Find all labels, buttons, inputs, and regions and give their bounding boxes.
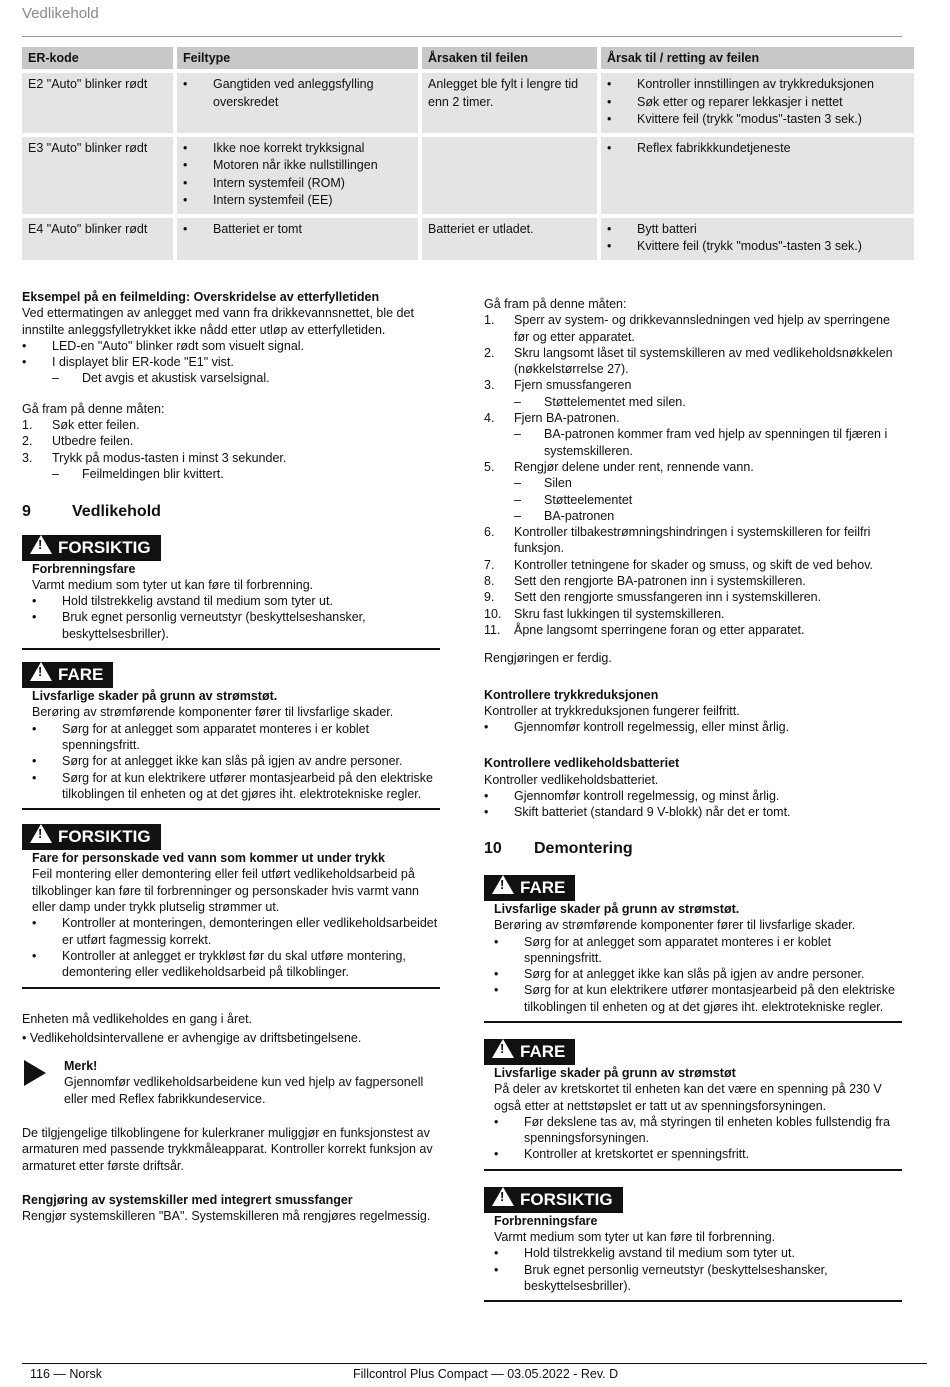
- list-item: • Gangtiden ved anleggsfylling overskredet: [183, 76, 412, 111]
- list-item: • Bytt batteri: [607, 221, 908, 239]
- step-text: Fjern BA-patronen.: [514, 411, 620, 426]
- step-item: [484, 622, 902, 638]
- section-heading: [484, 841, 902, 857]
- error-code-table: [18, 43, 918, 264]
- list-item: • Batteriet er tomt: [183, 221, 412, 239]
- page-header-title: Vedlikehold: [22, 5, 99, 22]
- dash-text: Silen: [544, 476, 572, 491]
- list-item: • Motoren når ikke nullstillingen: [183, 157, 412, 175]
- list-item: • Kontroller at kretskortet er spenningsfritt.: [494, 1146, 902, 1162]
- footer-doc: Fillcontrol Plus Compact — 03.05.2022 - Rev. D: [353, 1367, 619, 1381]
- step-item: [484, 606, 902, 622]
- list-item: • Sørg for at kun elektrikere utfører montasjearbeid på den elektriske tilkoblingen til enheten og at det gjøres iht. elektrotekniske regler.: [494, 982, 902, 1015]
- warning-triangle-icon: [30, 662, 52, 681]
- step-text: Sperr av system- og drikkevannsledningen ved hjelp av sperringene før og etter apparatet.: [514, 313, 890, 344]
- table-cell-fixes: [601, 73, 914, 133]
- dash-item: – Feilmeldingen blir kvittert.: [52, 466, 224, 481]
- step-number: 3.: [484, 378, 495, 393]
- warning-text: Berøring av strømførende komponenter fører til livsfarlige skader.: [32, 705, 394, 720]
- list-item: • Ikke noe korrekt trykksignal: [183, 140, 412, 158]
- step-text: Rengjør delene under rent, rennende vann.: [514, 459, 754, 474]
- warning-title: Livsfarlige skader på grunn av strømstøt.: [494, 901, 740, 916]
- footer-page: 116 — Norsk: [30, 1367, 103, 1381]
- warning-badge: !FORSIKTIG: [22, 824, 161, 850]
- list-item: • Gjennomfør kontroll regelmessig, eller minst årlig.: [484, 719, 902, 735]
- list-item: • Kontroller at monteringen, demonteringen eller vedlikeholdsarbeidet er utført fagmessig korrekt.: [32, 915, 440, 948]
- step-number: 10.: [484, 606, 502, 621]
- table-cell-code: E4 "Auto" blinker rødt: [22, 218, 173, 260]
- step-number: 9.: [484, 590, 495, 605]
- danger-badge: !FARE: [484, 875, 575, 901]
- header-divider: [22, 36, 902, 37]
- step-text: Sett den rengjorte smussfangeren inn i systemskilleren.: [514, 590, 822, 605]
- table-header-cell: Feiltype: [177, 47, 418, 69]
- list-item: • I displayet blir ER-kode "E1" vist.: [22, 354, 440, 370]
- step-item: [484, 410, 902, 426]
- step-number: 7.: [484, 557, 495, 572]
- section-number: 10: [484, 839, 502, 857]
- warning-title: Forbrenningsfare: [32, 561, 136, 576]
- dash-item: – BA-patronen: [514, 508, 615, 523]
- list-item: • Hold tilstrekkelig avstand til medium som tyter ut.: [32, 593, 440, 609]
- step-text: Søk etter feilen.: [52, 418, 140, 433]
- step-text: Skru langsomt låset til systemskilleren av med vedlikeholdsnøkkelen (nøkkelstørrelse 27).: [514, 345, 893, 377]
- list-item: • Gjennomfør kontroll regelmessig, og minst årlig.: [484, 788, 902, 804]
- note-arrow-icon: [24, 1060, 46, 1086]
- note-title: Merk!: [64, 1059, 98, 1074]
- list-item: • LED-en "Auto" blinker rødt som visuelt signal.: [22, 338, 440, 354]
- battery-title: Kontrollere vedlikeholdsbatteriet: [484, 756, 680, 771]
- table-cell-cause: Anlegget ble fylt i lengre tid enn 2 timer.: [422, 73, 597, 133]
- table-cell-cause: Batteriet er utladet.: [422, 218, 597, 260]
- proceed-text: Gå fram på denne måten:: [484, 297, 627, 311]
- step-item: [484, 377, 902, 393]
- warning-badge: !FORSIKTIG: [484, 1187, 623, 1213]
- list-item: • Bruk egnet personlig verneutstyr (beskyttelseshansker, beskyttelsesbriller).: [32, 609, 440, 642]
- left-column: [22, 289, 440, 1224]
- step-item: [484, 459, 902, 475]
- section-title: Demontering: [534, 839, 633, 857]
- list-item: • Reflex fabrikkkundetjeneste: [607, 140, 908, 158]
- list-item: • Sørg for at anlegget ikke kan slås på igjen av andre personer.: [32, 753, 440, 769]
- dash-text: Det avgis et akustisk varselsignal.: [82, 371, 270, 386]
- note-box: [22, 1058, 440, 1107]
- warning-box: [484, 1187, 902, 1302]
- warning-text: Berøring av strømførende komponenter fører til livsfarlige skader.: [494, 918, 856, 933]
- danger-box: [22, 662, 440, 810]
- list-item: • Hold tilstrekkelig avstand til medium som tyter ut.: [494, 1245, 902, 1261]
- step-item: [484, 589, 902, 605]
- maintenance-text: • Vedlikeholdsintervallene er avhengige av driftsbetingelsene.: [22, 1030, 362, 1045]
- danger-badge: !FARE: [22, 662, 113, 688]
- list-item: • Søk etter og reparer lekkasjer i nettet: [607, 94, 908, 112]
- cleaning-text: Rengjør systemskilleren "BA". Systemskilleren må rengjøres regelmessig.: [22, 1209, 431, 1224]
- list-item: • Før dekslene tas av, må styringen til enheten kobles fullstendig fra spenningsforsyningen.: [494, 1114, 902, 1147]
- warning-text: Varmt medium som tyter ut kan føre til forbrenning.: [494, 1230, 776, 1245]
- step-text: Kontroller tetningene for skader og smuss, og skift de ved behov.: [514, 557, 873, 572]
- table-cell-code: E3 "Auto" blinker rødt: [22, 137, 173, 214]
- step-text: Kontroller tilbakestrømningshindringen i systemskilleren for feilfri funksjon.: [514, 525, 871, 556]
- step-text: Sett den rengjorte BA-patronen inn i systemskilleren.: [514, 574, 806, 589]
- dash-text: Feilmeldingen blir kvittert.: [82, 466, 224, 481]
- step-item: 2. Utbedre feilen.: [22, 434, 134, 449]
- step-item: [484, 557, 902, 573]
- step-item: 1. Søk etter feilen.: [22, 418, 140, 433]
- battery-text: Kontroller vedlikeholdsbatteriet.: [484, 772, 659, 787]
- warning-title: Fare for personskade ved vann som kommer ut under trykk: [32, 851, 385, 866]
- list-item: • Sørg for at kun elektrikere utfører montasjearbeid på den elektriske tilkoblingen til enheten og at det gjøres iht. elektrotekniske regler.: [32, 770, 440, 803]
- list-item: • Kontroller innstillingen av trykkreduksjonen: [607, 76, 908, 94]
- pressure-title: Kontrollere trykkreduksjonen: [484, 687, 659, 702]
- table-cell-types: [177, 73, 418, 133]
- warning-text: Feil montering eller demontering eller feil utført vedlikeholdsarbeid på tilkoblinger kan føre til forbrenninger og personskader hvis varmt vann eller damp under trykk plutselig strømmer ut.: [32, 867, 419, 915]
- list-item: • Intern systemfeil (ROM): [183, 175, 412, 193]
- warning-text: På deler av kretskortet til enheten kan det være en spenning på 230 V også etter at nettstøpslet er tatt ut av spenningsforsyningen.: [494, 1082, 882, 1113]
- dash-text: Støttelementet med silen.: [544, 394, 686, 409]
- step-item: [484, 312, 902, 345]
- maintenance-text: Enheten må vedlikeholdes en gang i året.: [22, 1011, 253, 1026]
- dash-text: BA-patronen: [544, 508, 615, 523]
- right-column: [484, 296, 902, 1302]
- step-number: 11.: [484, 622, 501, 637]
- table-row: [22, 218, 914, 260]
- list-item: • Skift batteriet (standard 9 V-blokk) når det er tomt.: [484, 804, 902, 820]
- step-number: 8.: [484, 574, 495, 589]
- step-text: Utbedre feilen.: [52, 434, 134, 449]
- table-cell-fixes: [601, 137, 914, 214]
- connection-text: De tilgjengelige tilkoblingene for kulerkraner muliggjør en funksjonstest av armaturen med passende trykkmåleapparat. Kontroller korrekt funksjon av armaturet etter første driftsår.: [22, 1125, 433, 1173]
- note-text: Gjennomfør vedlikeholdsarbeidene kun ved hjelp av fagpersonell eller med Reflex fabrikkundeservice.: [64, 1075, 424, 1106]
- dash-item: – Støttelementet med silen.: [514, 394, 686, 409]
- warning-text: Varmt medium som tyter ut kan føre til forbrenning.: [32, 577, 314, 592]
- cleaning-title: Rengjøring av systemskiller med integrert smussfanger: [22, 1192, 353, 1207]
- table-header-cell: Årsaken til feilen: [422, 47, 597, 69]
- list-item: • Sørg for at anlegget som apparatet monteres i er koblet spenningsfritt.: [494, 934, 902, 967]
- step-text: Fjern smussfangeren: [514, 378, 632, 393]
- section-heading: [22, 504, 440, 520]
- step-item: [484, 345, 902, 378]
- dash-item: – BA-patronen kommer fram ved hjelp av spenningen til fjæren i systemskilleren.: [514, 427, 888, 458]
- table-cell-code: E2 "Auto" blinker rødt: [22, 73, 173, 133]
- list-item: • Intern systemfeil (EE): [183, 192, 412, 210]
- warning-triangle-icon: [30, 824, 52, 843]
- cleaning-steps: [484, 312, 902, 638]
- table-row: [22, 137, 914, 214]
- section-title: Vedlikehold: [72, 503, 161, 521]
- list-item: • Bruk egnet personlig verneutstyr (beskyttelseshansker, beskyttelsesbriller).: [494, 1262, 902, 1295]
- cleaning-done: Rengjøringen er ferdig.: [484, 651, 612, 666]
- step-number: 5.: [484, 459, 495, 474]
- warning-triangle-icon: [492, 875, 514, 894]
- step-number: 2.: [484, 345, 495, 360]
- table-cell-fixes: [601, 218, 914, 260]
- warning-badge: !FORSIKTIG: [22, 535, 161, 561]
- table-row: [22, 73, 914, 133]
- step-text: Skru fast lukkingen til systemskilleren.: [514, 606, 725, 621]
- dash-item: – Silen: [514, 476, 572, 491]
- danger-badge: !FARE: [484, 1039, 575, 1065]
- dash-text: BA-patronen kommer fram ved hjelp av spenningen til fjæren i systemskilleren.: [544, 427, 888, 458]
- section-number: 9: [22, 503, 31, 521]
- table-cell-cause: [422, 137, 597, 214]
- danger-box: [484, 875, 902, 1023]
- dash-text: Støtteelementet: [544, 492, 633, 507]
- list-item: • Sørg for at anlegget som apparatet monteres i er koblet spenningsfritt.: [32, 721, 440, 754]
- warning-triangle-icon: [492, 1187, 514, 1206]
- warning-triangle-icon: [492, 1039, 514, 1058]
- table-cell-types: [177, 218, 418, 260]
- warning-title: Livsfarlige skader på grunn av strømstøt: [494, 1065, 736, 1080]
- step-item: 3. Trykk på modus-tasten i minst 3 sekunder.: [22, 450, 287, 465]
- warning-title: Livsfarlige skader på grunn av strømstøt.: [32, 689, 278, 704]
- list-item: • Sørg for at anlegget ikke kan slås på igjen av andre personer.: [494, 966, 902, 982]
- step-text: Trykk på modus-tasten i minst 3 sekunder.: [52, 450, 287, 465]
- example-title: Eksempel på en feilmelding: Overskridelse av etterfylletiden: [22, 290, 380, 304]
- list-item: • Kvittere feil (trykk "modus"-tasten 3 sek.): [607, 111, 908, 129]
- list-item: • Kvittere feil (trykk "modus"-tasten 3 sek.): [607, 238, 908, 256]
- step-item: [484, 524, 902, 557]
- danger-box: [484, 1039, 902, 1171]
- dash-item: – Støtteelementet: [514, 492, 633, 507]
- footer-divider: [22, 1363, 927, 1364]
- table-cell-types: [177, 137, 418, 214]
- step-number: 4.: [484, 411, 495, 426]
- warning-box: [22, 824, 440, 988]
- table-header-cell: ER-kode: [22, 47, 173, 69]
- proceed-text: Gå fram på denne måten:: [22, 401, 165, 416]
- example-text: Ved ettermatingen av anlegget med vann fra drikkevannsnettet, ble det innstilte anleggsfylletrykket ikke nådd etter utløp av etterfylletiden.: [22, 306, 414, 337]
- step-text: Åpne langsomt sperringene foran og etter apparatet.: [514, 622, 805, 637]
- pressure-text: Kontroller at trykkreduksjonen fungerer feilfritt.: [484, 703, 740, 718]
- step-number: 1.: [484, 313, 495, 328]
- list-item: • Kontroller at anlegget er trykkløst før du skal utføre montering, demontering eller vedlikeholdsarbeid på tilkoblinger.: [32, 948, 440, 981]
- warning-triangle-icon: [30, 535, 52, 554]
- dash-item: – Det avgis et akustisk varselsignal.: [52, 371, 270, 386]
- warning-title: Forbrenningsfare: [494, 1213, 598, 1228]
- step-item: [484, 573, 902, 589]
- warning-box: [22, 535, 440, 650]
- step-number: 6.: [484, 525, 495, 540]
- table-header-cell: Årsak til / retting av feilen: [601, 47, 914, 69]
